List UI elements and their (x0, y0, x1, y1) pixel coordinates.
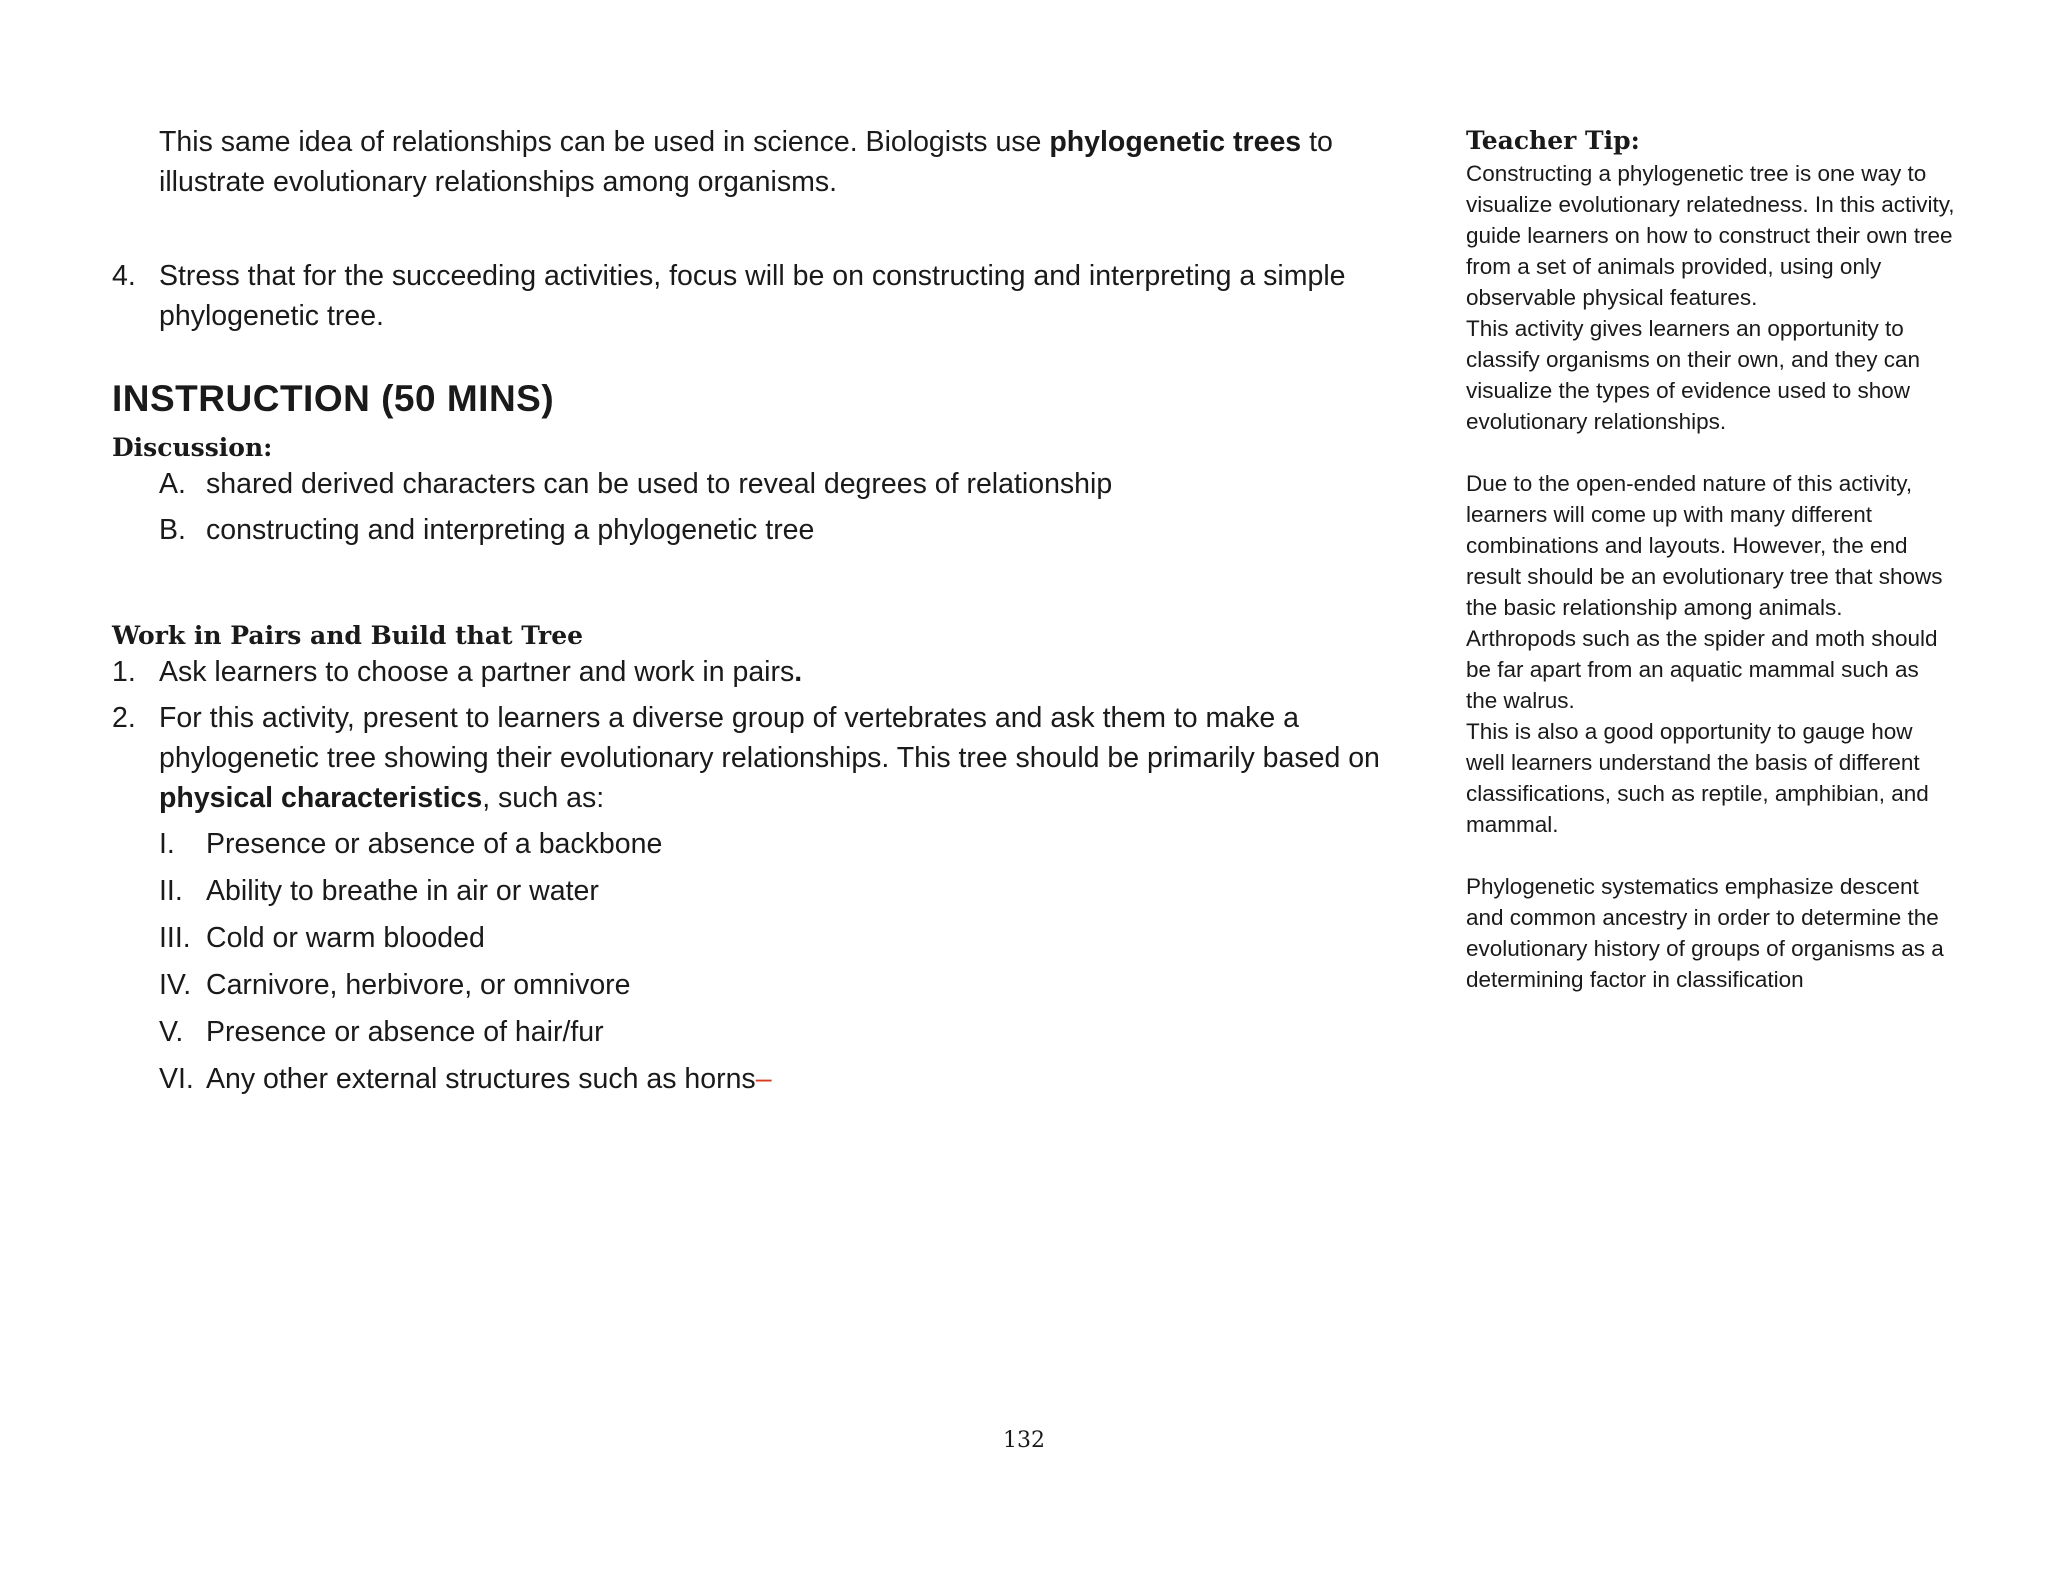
characteristic-item (159, 871, 1412, 911)
characteristic-text: Carnivore, herbivore, or omnivore (206, 969, 631, 1001)
characteristic-label: VI. (159, 1063, 194, 1095)
activity-step-2-text: For this activity, present to learners a diverse group of vertebrates and ask them to make a phylogenetic tree showing their evolutionary relationships. This tree should be primarily based on (159, 702, 1380, 774)
characteristic-label: I. (159, 828, 175, 860)
step-4 (112, 256, 1412, 336)
discussion-list (112, 464, 1412, 550)
activity-step-2-bold: physical characteristics (159, 782, 483, 814)
teacher-tip-paragraph: This is also a good opportunity to gauge how well learners understand the basis of different classifications, such as reptile, amphibian, and mammal. (1466, 719, 1929, 837)
characteristic-text: Presence or absence of hair/fur (206, 1016, 604, 1048)
activity-step-1-text: Ask learners to choose a partner and work in pairs (159, 656, 795, 688)
activity-step-2-after: , such as: (482, 782, 605, 814)
characteristic-label: IV. (159, 969, 192, 1001)
teacher-tip-title: Teacher Tip: (1466, 126, 1640, 155)
discussion-item (159, 510, 1412, 550)
teacher-tip-paragraph: Phylogenetic systematics emphasize descent and common ancestry in order to determine the evolutionary history of groups of organisms as a determining factor in classification (1466, 874, 1944, 992)
discussion-item-label: B. (159, 514, 186, 546)
intro-paragraph (112, 122, 1412, 202)
intro-bold-term: phylogenetic trees (1049, 126, 1302, 158)
characteristic-text: Presence or absence of a backbone (206, 828, 663, 860)
red-dash-mark: – (755, 1063, 772, 1095)
teacher-tip-paragraph: This activity gives learners an opportunity to classify organisms on their own, and they can visualize the types of evidence used to show evolutionary relationships. (1466, 316, 1920, 434)
characteristic-item (159, 824, 1412, 864)
characteristic-item (159, 1059, 1412, 1099)
characteristic-item (159, 965, 1412, 1005)
activity-step-1-number: 1. (112, 656, 136, 688)
activity-step-2-number: 2. (112, 702, 136, 734)
discussion-item (159, 464, 1412, 504)
characteristic-text: Any other external structures such as horns (206, 1063, 756, 1095)
characteristic-label: II. (159, 875, 183, 907)
instruction-heading: INSTRUCTION (50 MINS) (112, 378, 555, 419)
intro-text-after: to illustrate evolutionary relationships among organisms. (159, 126, 1333, 198)
teacher-tip-paragraph: Constructing a phylogenetic tree is one way to visualize evolutionary relatedness. In this activity, guide learners on how to construct their own tree from a set of animals provided, using only observable physical features. (1466, 161, 1955, 310)
intro-text-before: This same idea of relationships can be used in science. Biologists use (159, 126, 1050, 158)
teacher-tip-panel (1466, 124, 1956, 995)
discussion-item-text: constructing and interpreting a phylogenetic tree (206, 514, 815, 546)
page-number: 132 (1003, 1428, 1045, 1453)
discussion-item-label: A. (159, 468, 186, 500)
characteristics-list (112, 824, 1412, 1099)
characteristic-text: Cold or warm blooded (206, 922, 485, 954)
activity-step-1 (112, 652, 1412, 692)
step-4-number: 4. (112, 260, 136, 292)
characteristic-item (159, 918, 1412, 958)
activity-step-2 (112, 698, 1412, 818)
activity-step-1-trail: . (794, 656, 803, 688)
step-4-text: Stress that for the succeeding activities, focus will be on constructing and interpreting a simple phylogenetic tree. (159, 260, 1346, 332)
discussion-title: Discussion: (112, 433, 273, 462)
main-content (112, 122, 1412, 1099)
characteristic-label: V. (159, 1016, 184, 1048)
characteristic-text: Ability to breathe in air or water (206, 875, 599, 907)
characteristic-item (159, 1012, 1412, 1052)
discussion-item-text: shared derived characters can be used to reveal degrees of relationship (206, 468, 1113, 500)
characteristic-label: III. (159, 922, 191, 954)
activity-title: Work in Pairs and Build that Tree (112, 621, 584, 650)
teacher-tip-paragraph: Due to the open-ended nature of this activity, learners will come up with many different combinations and layouts. However, the end result should be an evolutionary tree that shows the basic relationship among animals. Arthropods such as the spider and moth should be far apart from an aquatic mammal such as the walrus. (1466, 471, 1943, 713)
